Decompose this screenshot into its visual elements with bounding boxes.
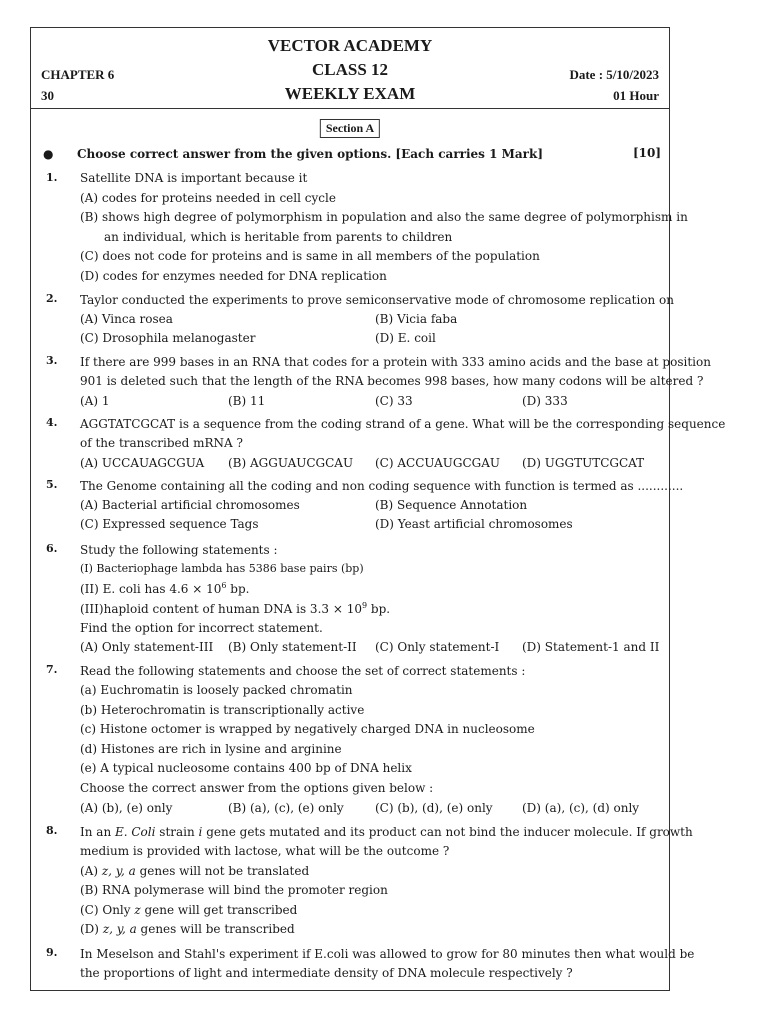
option-label: (A) xyxy=(80,864,102,878)
option-a xyxy=(80,864,309,878)
option-a: (A) codes for proteins needed in cell cycle xyxy=(80,191,336,205)
statement-b: (b) Heterochromatin is transcriptionally active xyxy=(80,703,365,717)
question-text: Read the following statements and choose the set of correct statements : xyxy=(80,664,526,678)
question-number: 8. xyxy=(46,824,58,837)
text-run: strain xyxy=(155,825,199,839)
option-d: (D) E. coil xyxy=(375,331,436,345)
option-b-continued: an individual, which is heritable from parents to children xyxy=(104,230,453,244)
option-d: (D) 333 xyxy=(522,394,568,408)
option-d: (D) UGGTUTCGCAT xyxy=(522,456,645,470)
question-text: AGGTATCGCAT is a sequence from the coding strand of a gene. What will be the corresponding sequence xyxy=(80,417,726,431)
question-number: 3. xyxy=(46,354,58,367)
option-c: (C) 33 xyxy=(375,394,413,408)
section-marks: [10] xyxy=(632,146,661,160)
statement-e: (e) A typical nucleosome contains 400 bp of DNA helix xyxy=(80,761,412,775)
statement-2-exponent: 6 xyxy=(221,581,227,590)
section-label: Section A xyxy=(320,119,380,138)
header-divider xyxy=(31,108,669,109)
gene-names: z, y, a xyxy=(101,864,136,878)
exam-date: Date : 5/10/2023 xyxy=(569,67,659,82)
option-c: (C) Only statement-I xyxy=(375,640,500,654)
question-text-continued: of the transcribed mRNA ? xyxy=(80,436,243,450)
gene-name: i xyxy=(198,825,203,839)
option-c: (C) ACCUAUGCGAU xyxy=(375,456,501,470)
option-a: (A) 1 xyxy=(80,394,110,408)
question-text-continued: the proportions of light and intermediate density of DNA molecule respectively ? xyxy=(80,966,573,980)
statement-d: (d) Histones are rich in lysine and arginine xyxy=(80,742,342,756)
question-text: Study the following statements : xyxy=(80,543,278,557)
option-d: (D) Yeast artificial chromosomes xyxy=(375,517,573,531)
option-d xyxy=(80,922,295,936)
option-c: (C) does not code for proteins and is same in all members of the population xyxy=(80,249,540,263)
option-a: (A) Vinca rosea xyxy=(80,312,173,326)
question-number: 9. xyxy=(46,946,58,959)
bullet-icon: ● xyxy=(43,147,54,161)
question-text: Taylor conducted the experiments to prove semiconservative mode of chromosome replication on xyxy=(80,293,674,307)
option-label: (C) Only xyxy=(80,903,135,917)
chapter-label: CHAPTER 6 xyxy=(41,67,115,82)
option-b: (B) Only statement-II xyxy=(228,640,357,654)
question-text-continued: medium is provided with lactose, what will be the outcome ? xyxy=(80,844,450,858)
statement-2-unit: bp. xyxy=(226,582,250,596)
instruction-text: Choose correct answer from the given options. [Each carries 1 Mark] xyxy=(77,147,543,161)
option-b: (B) RNA polymerase will bind the promoter region xyxy=(80,883,388,897)
option-c: (C) Drosophila melanogaster xyxy=(80,331,256,345)
option-a: (A) UCCAUAGCGUA xyxy=(80,456,205,470)
class-title: CLASS 12 xyxy=(311,60,389,79)
option-c: (C) (b), (d), (e) only xyxy=(375,801,493,815)
statement-1: (I) Bacteriophage lambda has 5386 base pairs (bp) xyxy=(80,562,364,575)
exam-page xyxy=(30,27,726,991)
question-number: 2. xyxy=(46,292,58,305)
option-text: genes will not be translated xyxy=(135,864,310,878)
total-marks: 30 xyxy=(41,88,54,103)
statement-3 xyxy=(80,601,390,616)
question-number: 4. xyxy=(46,416,58,429)
option-b: (B) (a), (c), (e) only xyxy=(228,801,344,815)
option-d: (D) (a), (c), (d) only xyxy=(522,801,640,815)
option-a: (A) (b), (e) only xyxy=(80,801,173,815)
organism-name: E. Coli xyxy=(114,825,156,839)
option-c: (C) Expressed sequence Tags xyxy=(80,517,259,531)
statement-3-unit: bp. xyxy=(367,602,391,616)
option-b: (B) AGGUAUCGCAU xyxy=(228,456,354,470)
option-a: (A) Only statement-III xyxy=(80,640,214,654)
option-text: gene will get transcribed xyxy=(140,903,298,917)
statement-2-text: (II) E. coli has 4.6 × 10 xyxy=(80,582,222,596)
option-text: genes will be transcribed xyxy=(136,922,295,936)
question-text-continued: 901 is deleted such that the length of the RNA becomes 998 bases, how many codons will be altered ? xyxy=(80,374,704,388)
question-text: In Meselson and Stahl's experiment if E.coli was allowed to grow for 80 minutes then what would be xyxy=(80,947,695,961)
option-b: (B) 11 xyxy=(228,394,266,408)
option-b: (B) Vicia faba xyxy=(375,312,458,326)
question-text: If there are 999 bases in an RNA that codes for a protein with 333 amino acids and the base at position xyxy=(80,355,711,369)
gene-names: z, y, a xyxy=(102,922,137,936)
option-label: (D) xyxy=(80,922,103,936)
question-text: The Genome containing all the coding and non coding sequence with function is termed as ............ xyxy=(80,479,684,493)
question-number: 1. xyxy=(46,171,58,184)
option-c xyxy=(80,903,297,917)
text-run: In an xyxy=(80,825,115,839)
exam-duration: 01 Hour xyxy=(613,88,659,103)
statement-3-exponent: 9 xyxy=(361,601,368,610)
question-number: 7. xyxy=(46,663,58,676)
institute-name: VECTOR ACADEMY xyxy=(267,36,433,55)
exam-title: WEEKLY EXAM xyxy=(284,84,416,103)
question-text xyxy=(80,825,693,839)
statement-c: (c) Histone octomer is wrapped by negatively charged DNA in nucleosome xyxy=(80,722,535,736)
option-a: (A) Bacterial artificial chromosomes xyxy=(80,498,300,512)
option-d: (D) Statement-1 and II xyxy=(522,640,660,654)
statement-2 xyxy=(80,581,249,596)
option-b: (B) Sequence Annotation xyxy=(375,498,528,512)
gene-name: z xyxy=(134,903,141,917)
statement-3-text: (III)haploid content of human DNA is 3.3 × 10 xyxy=(80,602,362,616)
question-text: Satellite DNA is important because it xyxy=(80,171,308,185)
text-run: gene gets mutated and its product can not bind the inducer molecule. If growth xyxy=(202,825,693,839)
question-number: 5. xyxy=(46,478,58,491)
question-prompt: Find the option for incorrect statement. xyxy=(80,621,323,635)
question-prompt: Choose the correct answer from the options given below : xyxy=(80,781,434,795)
option-b: (B) shows high degree of polymorphism in population and also the same degree of polymorphism in xyxy=(80,210,688,224)
statement-a: (a) Euchromatin is loosely packed chromatin xyxy=(80,683,353,697)
option-d: (D) codes for enzymes needed for DNA replication xyxy=(80,269,387,283)
question-number: 6. xyxy=(46,542,58,555)
